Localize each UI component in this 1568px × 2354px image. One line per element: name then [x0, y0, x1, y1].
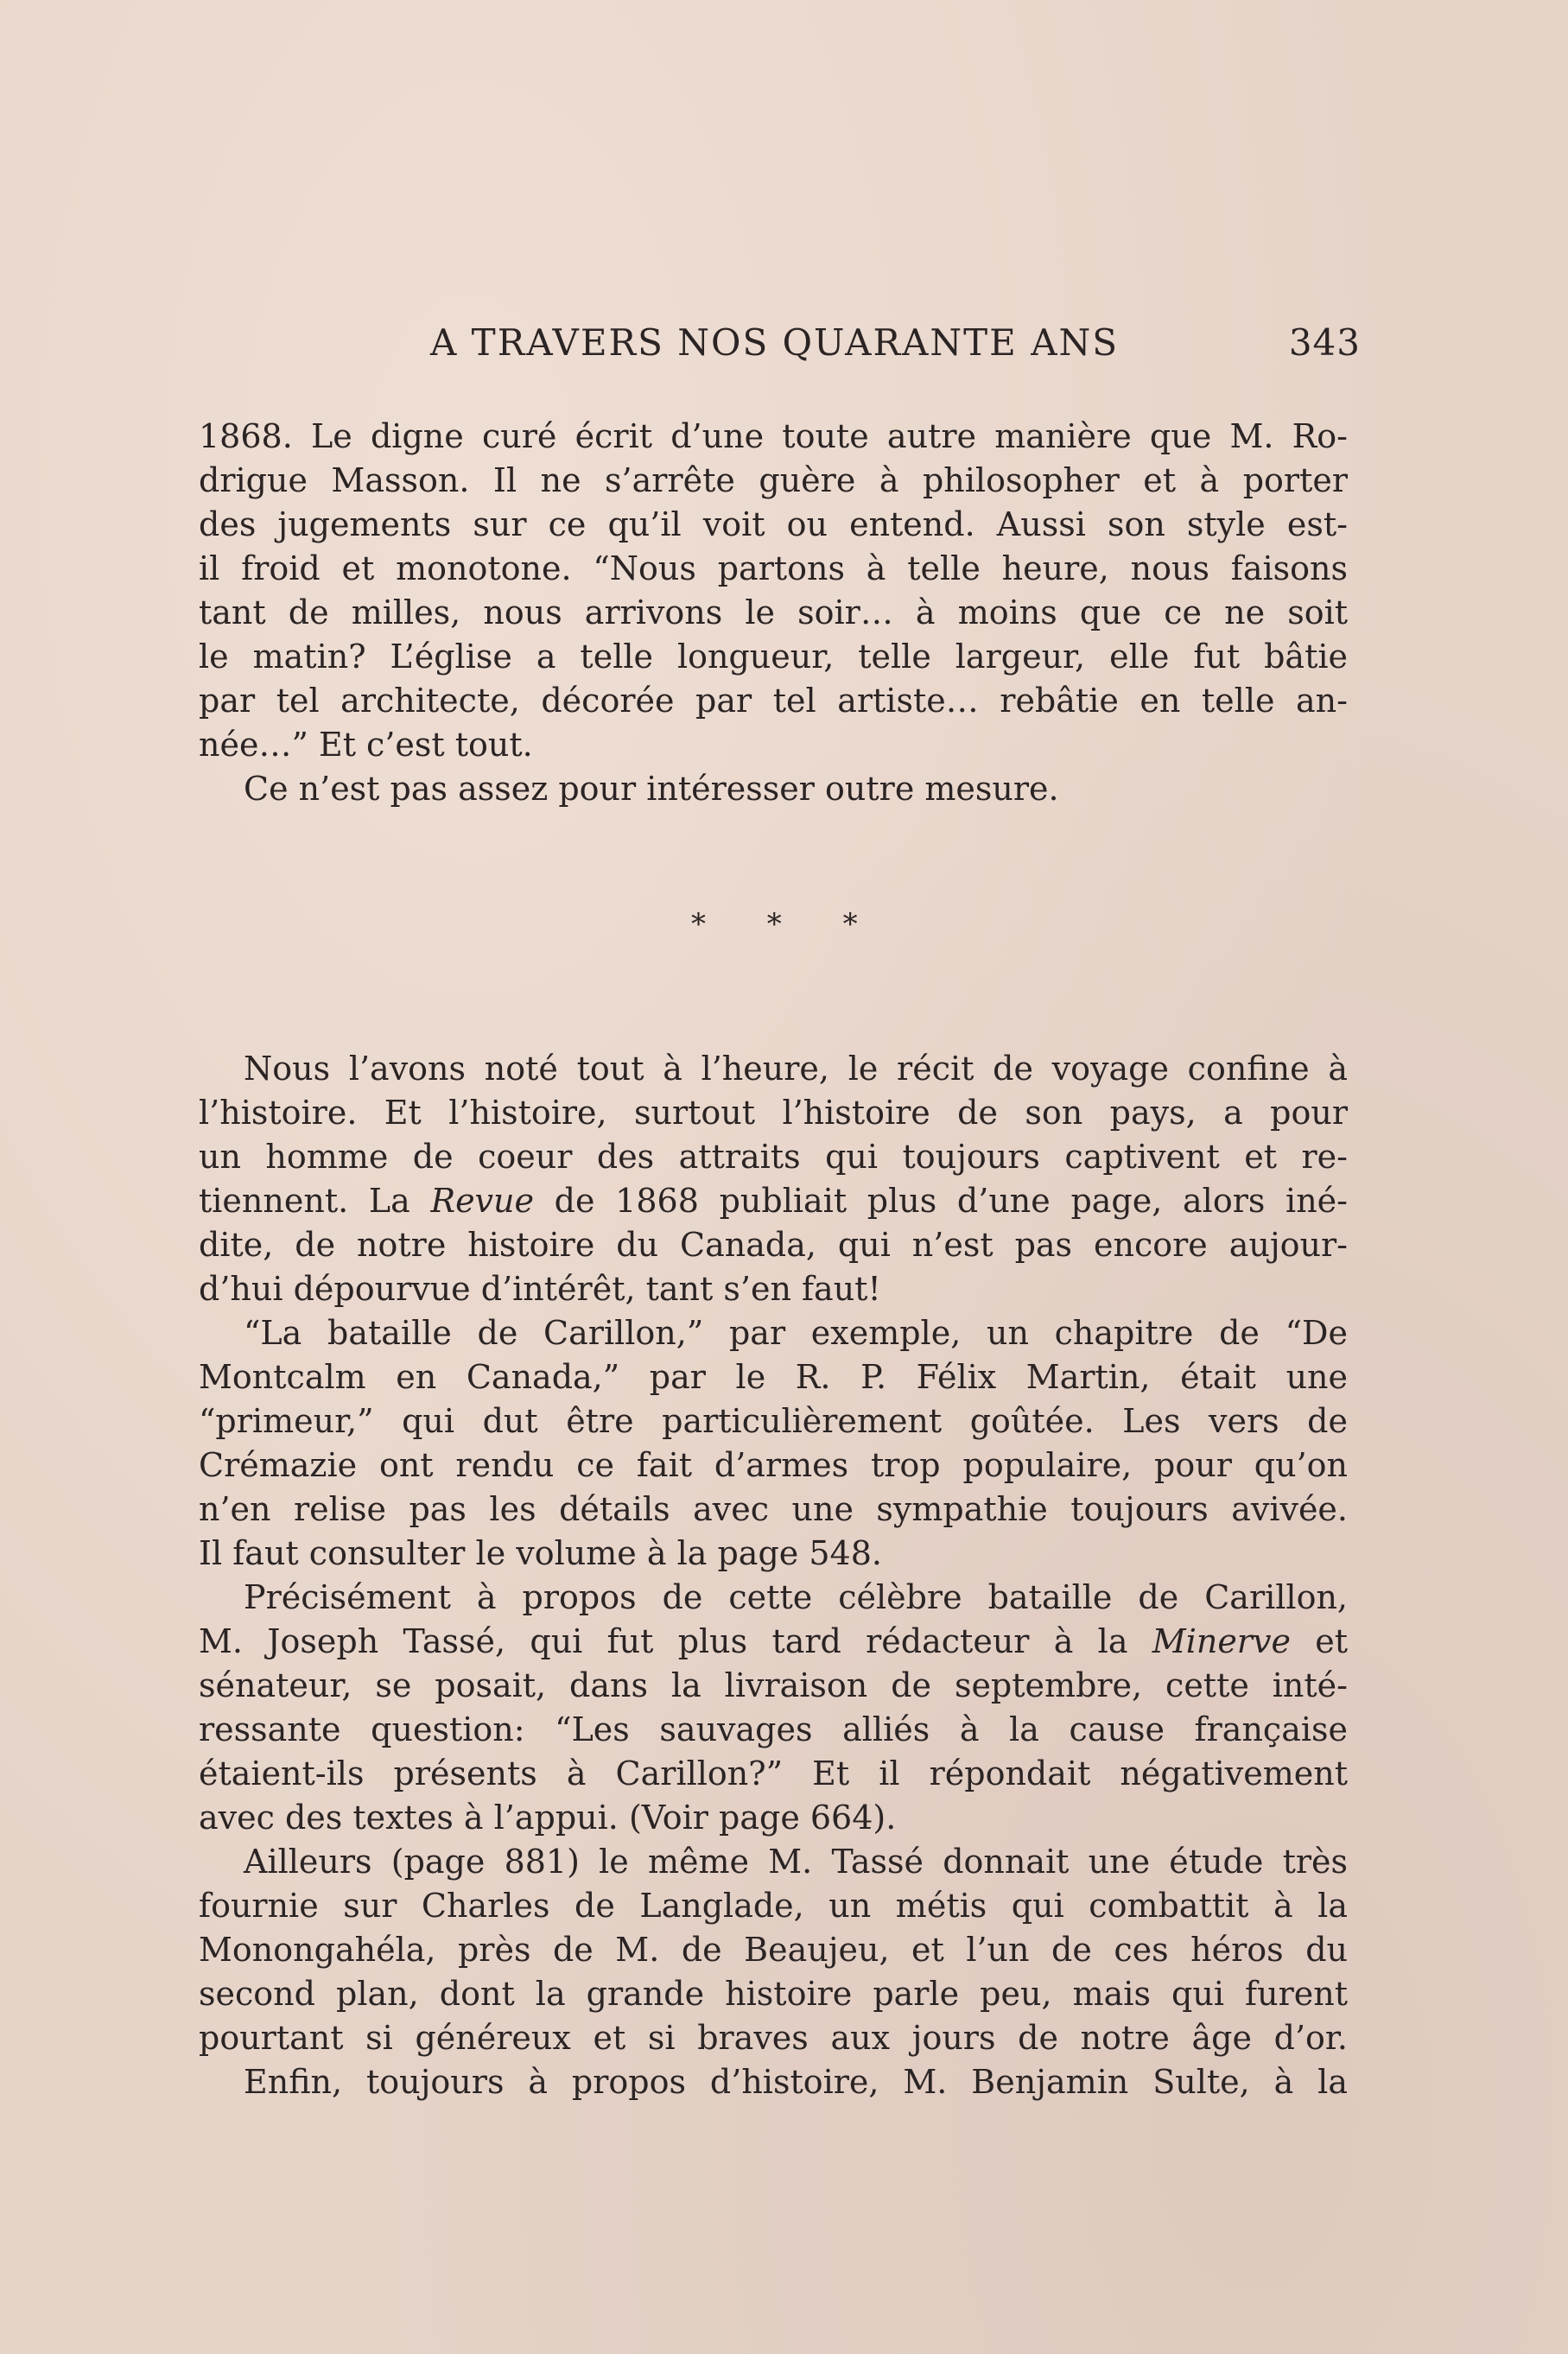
text-line: avec des textes à l’appui. (Voir page 664).: [199, 1799, 897, 1837]
text-line: ressante question: “Les sauvages alliés à la cause française: [199, 1710, 1348, 1748]
paragraph-block-2: [199, 1047, 1348, 2104]
text-line: Précisément à propos de cette célèbre bataille de Carillon,: [244, 1578, 1348, 1616]
text-line: dite, de notre histoire du Canada, qui n’est pas encore aujour-: [199, 1226, 1348, 1264]
text-line: Ailleurs (page 881) le même M. Tassé donnait une étude très: [244, 1843, 1348, 1881]
text-line: “La bataille de Carillon,” par exemple, un chapitre de “De: [244, 1314, 1348, 1352]
running-head: [199, 321, 1361, 373]
text-line: l’histoire. Et l’histoire, surtout l’histoire de son pays, a pour: [199, 1094, 1348, 1132]
text-line: d’hui dépourvue d’intérêt, tant s’en faut!: [199, 1270, 881, 1308]
text-line: née…” Et c’est tout.: [199, 726, 533, 764]
text-line: n’en relise pas les détails avec une sympathie toujours avivée.: [199, 1490, 1348, 1528]
text-line: Enfin, toujours à propos d’histoire, M. Benjamin Sulte, à la: [244, 2063, 1348, 2101]
text-line: Ce n’est pas assez pour intéresser outre mesure.: [244, 770, 1059, 808]
text-span: et: [1290, 1622, 1348, 1660]
text-line: Monongahéla, près de M. de Beaujeu, et l’un de ces héros du: [199, 1931, 1348, 1969]
text-line: drigue Masson. Il ne s’arrête guère à philosopher et à porter: [199, 461, 1348, 499]
running-title: A TRAVERS NOS QUARANTE ANS: [430, 321, 1120, 364]
section-separator: * * *: [691, 907, 884, 942]
text-line: pourtant si généreux et si braves aux jours de notre âge d’or.: [199, 2019, 1348, 2057]
text-line: “primeur,” qui dut être particulièrement goûtée. Les vers de: [199, 1402, 1348, 1440]
text-line: le matin? L’église a telle longueur, telle largeur, elle fut bâtie: [199, 638, 1348, 676]
text-line: [199, 1620, 1348, 1664]
text-line: Il faut consulter le volume à la page 548.: [199, 1534, 882, 1572]
text-line: Crémazie ont rendu ce fait d’armes trop populaire, pour qu’on: [199, 1446, 1348, 1484]
journal-title: Revue: [430, 1182, 534, 1220]
text-span: tiennent. La: [199, 1182, 431, 1220]
text-line: tant de milles, nous arrivons le soir… à moins que ce ne soit: [199, 593, 1348, 631]
text-line: Nous l’avons noté tout à l’heure, le récit de voyage confine à: [244, 1050, 1348, 1088]
journal-title: Minerve: [1152, 1622, 1291, 1660]
text-line: fournie sur Charles de Langlade, un métis qui combattit à la: [199, 1887, 1348, 1925]
text-line: par tel architecte, décorée par tel artiste… rebâtie en telle an-: [199, 682, 1348, 720]
paragraph-block-1: [199, 415, 1348, 811]
text-span: M. Joseph Tassé, qui fut plus tard rédacteur à la: [199, 1622, 1152, 1660]
text-line: un homme de coeur des attraits qui toujours captivent et re-: [199, 1138, 1348, 1176]
text-line: il froid et monotone. “Nous partons à telle heure, nous faisons: [199, 549, 1348, 587]
text-line: second plan, dont la grande histoire parle peu, mais qui furent: [199, 1975, 1348, 2013]
text-line: [199, 1179, 1348, 1223]
text-line: étaient-ils présents à Carillon?” Et il répondait négativement: [199, 1754, 1348, 1792]
text-line: des jugements sur ce qu’il voit ou entend. Aussi son style est-: [199, 505, 1348, 543]
page-number: 343: [1288, 321, 1361, 364]
text-line: 1868. Le digne curé écrit d’une toute autre manière que M. Ro-: [199, 417, 1348, 455]
text-line: Montcalm en Canada,” par le R. P. Félix Martin, était une: [199, 1358, 1348, 1396]
text-span: de 1868 publiait plus d’une page, alors iné-: [533, 1182, 1349, 1220]
text-line: sénateur, se posait, dans la livraison de septembre, cette inté-: [199, 1666, 1348, 1704]
